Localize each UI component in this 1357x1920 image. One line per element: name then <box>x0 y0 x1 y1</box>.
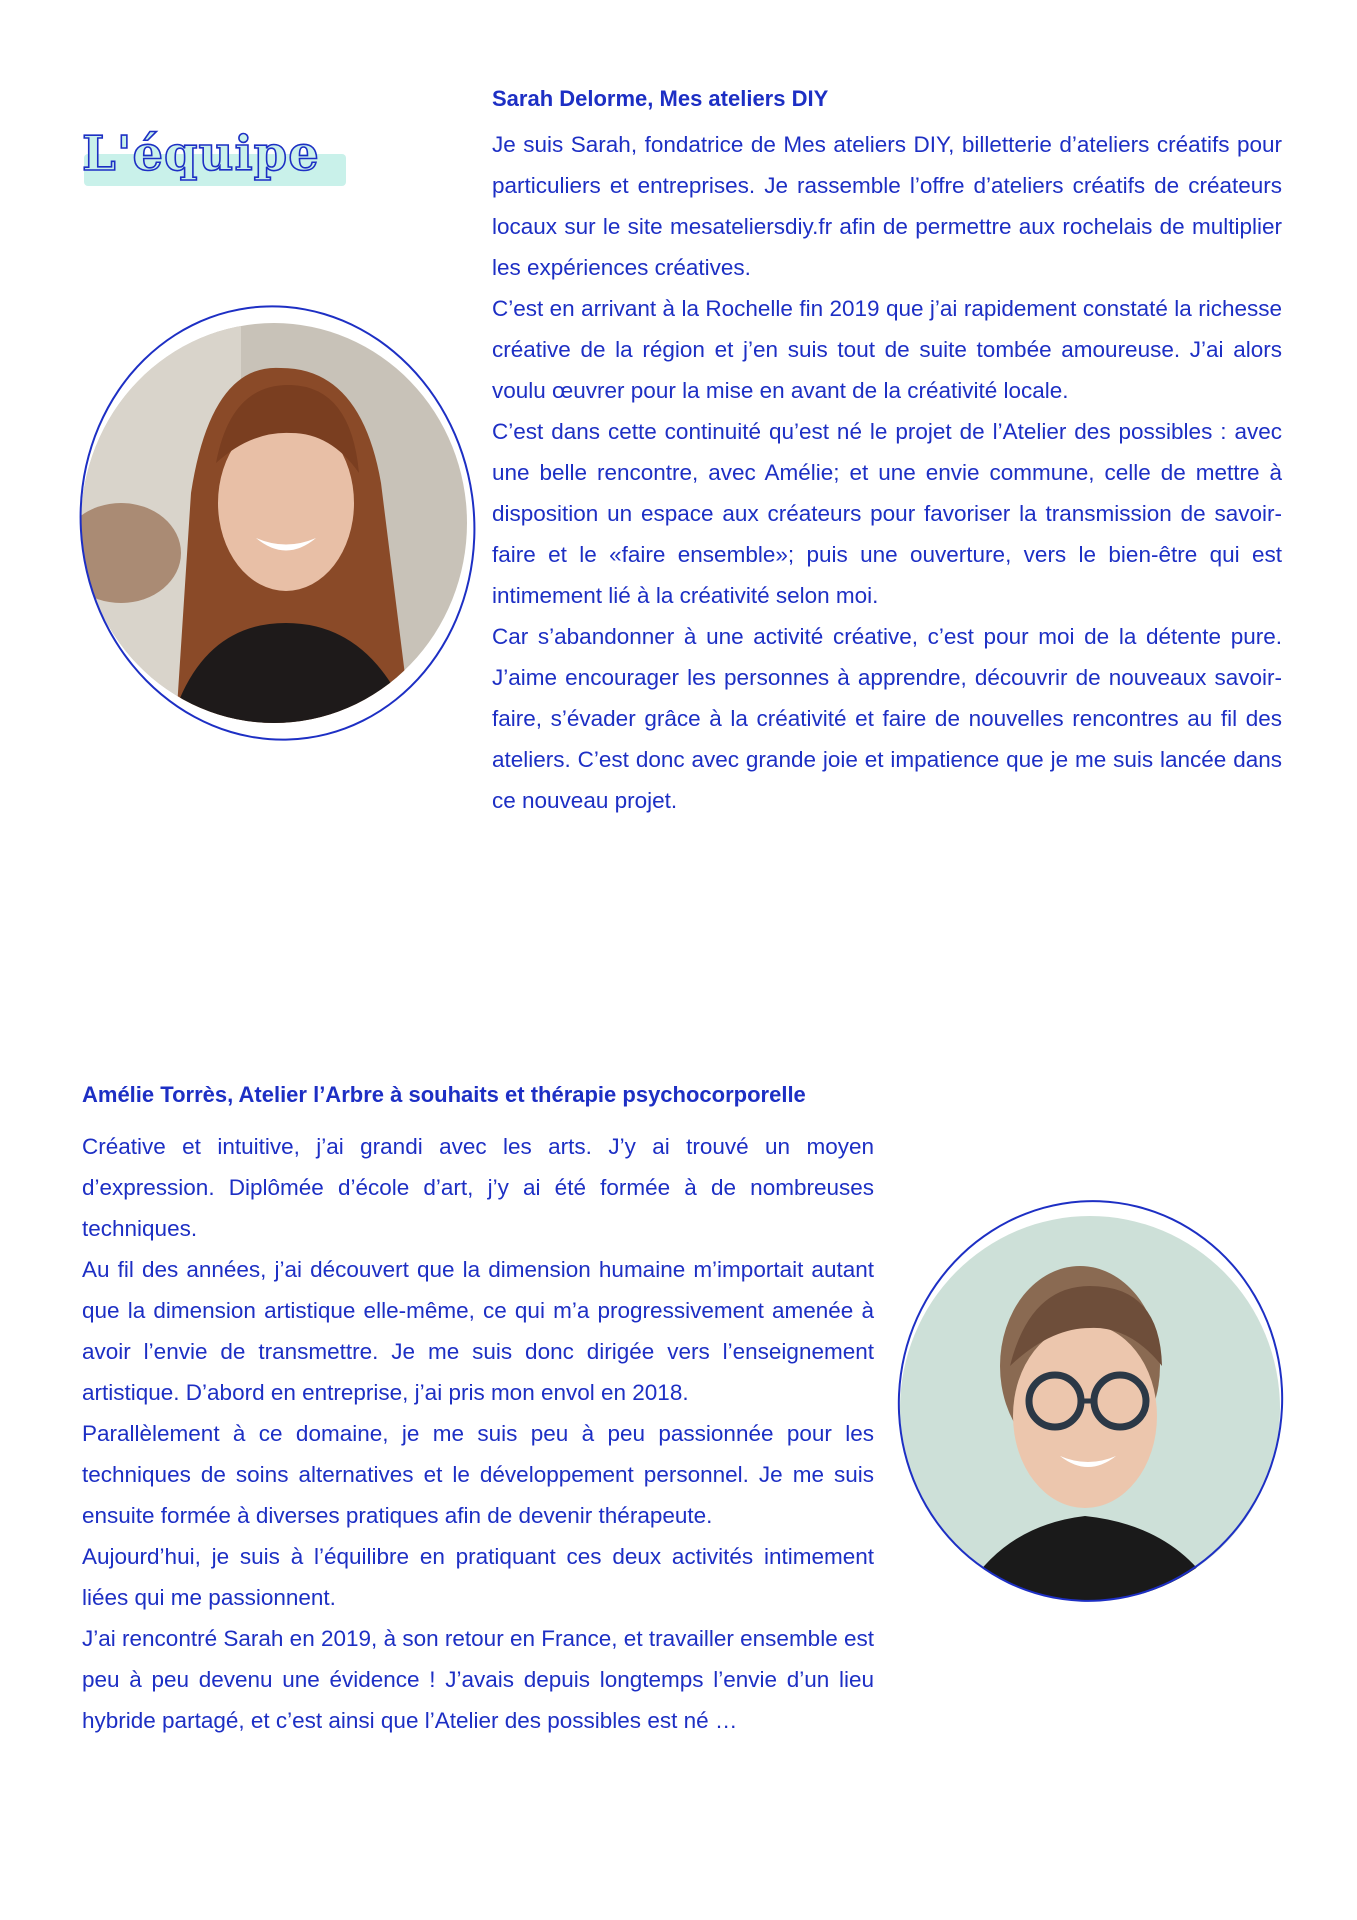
bio-paragraph: Car s’abandonner à une activité créative, c’est pour moi de la détente pure. J’aime encourager les personnes à apprendre, découvrir de nouveaux savoir-faire, s’évader grâce à la créativité et faire de nouvelles rencontres au fil des ateliers. C’est donc avec grande joie et impatience que je me suis lancée dans ce nouveau projet. <box>492 624 1282 813</box>
member-bio <box>492 124 1282 821</box>
member-section-sarah <box>492 84 1282 821</box>
bio-paragraph: J’ai rencontré Sarah en 2019, à son retour en France, et travailler ensemble est peu à peu devenu une évidence ! J’avais depuis longtemps l’envie d’un lieu hybride partagé, et c’est ainsi que l’Atelier des possibles est né … <box>82 1626 874 1733</box>
bio-paragraph: Aujourd’hui, je suis à l’équilibre en pratiquant ces deux activités intimement liées qui me passionnent. <box>82 1544 874 1610</box>
portrait-amelie <box>898 1200 1283 1605</box>
bio-paragraph: C’est dans cette continuité qu’est né le projet de l’Atelier des possibles : avec une belle rencontre, avec Amélie; et une envie commune, celle de mettre à disposition un espace aux créateurs pour favoriser la transmission de savoir-faire et le «faire ensemble»; puis une ouverture, vers le bien-être qui est intimement lié à la créativité selon moi. <box>492 419 1282 608</box>
photo-ring-sarah <box>52 280 504 767</box>
bio-paragraph: Créative et intuitive, j’ai grandi avec les arts. J’y ai trouvé un moyen d’expression. Diplômée d’école d’art, j’y ai été formée à de nombreuses techniques. <box>82 1134 874 1241</box>
bio-paragraph: Parallèlement à ce domaine, je me suis peu à peu passionnée pour les techniques de soins alternatives et le développement personnel. Je me suis ensuite formée à diverses pratiques afin de devenir thérapeute. <box>82 1421 874 1528</box>
page-title: L'équipe <box>82 126 320 182</box>
portrait-sarah <box>80 305 475 745</box>
member-bio <box>82 1126 874 1741</box>
photo-ring-amelie <box>872 1175 1309 1627</box>
bio-paragraph: C’est en arrivant à la Rochelle fin 2019 que j’ai rapidement constaté la richesse créative de la région et j’en suis tout de suite tombée amoureuse. J’ai alors voulu œuvrer pour la mise en avant de la créativité locale. <box>492 296 1282 403</box>
member-section-amelie <box>82 1080 874 1741</box>
bio-paragraph: Au fil des années, j’ai découvert que la dimension humaine m’importait autant que la dimension artistique elle-même, ce qui m’a progressivement amenée à avoir l’envie de transmettre. Je me suis donc dirigée vers l’enseignement artistique. D’abord en entreprise, j’ai pris mon envol en 2018. <box>82 1257 874 1405</box>
member-name: Sarah Delorme, Mes ateliers DIY <box>492 86 829 111</box>
page-title-block <box>82 124 352 192</box>
bio-paragraph: Je suis Sarah, fondatrice de Mes ateliers DIY, billetterie d’ateliers créatifs pour particuliers et entreprises. Je rassemble l’offre d’ateliers créatifs de créateurs locaux sur le site mesateliersdiy.fr afin de permettre aux rochelais de multiplier les expériences créatives. <box>492 132 1282 280</box>
member-name: Amélie Torrès, Atelier l’Arbre à souhaits et thérapie psychocorporelle <box>82 1082 806 1107</box>
